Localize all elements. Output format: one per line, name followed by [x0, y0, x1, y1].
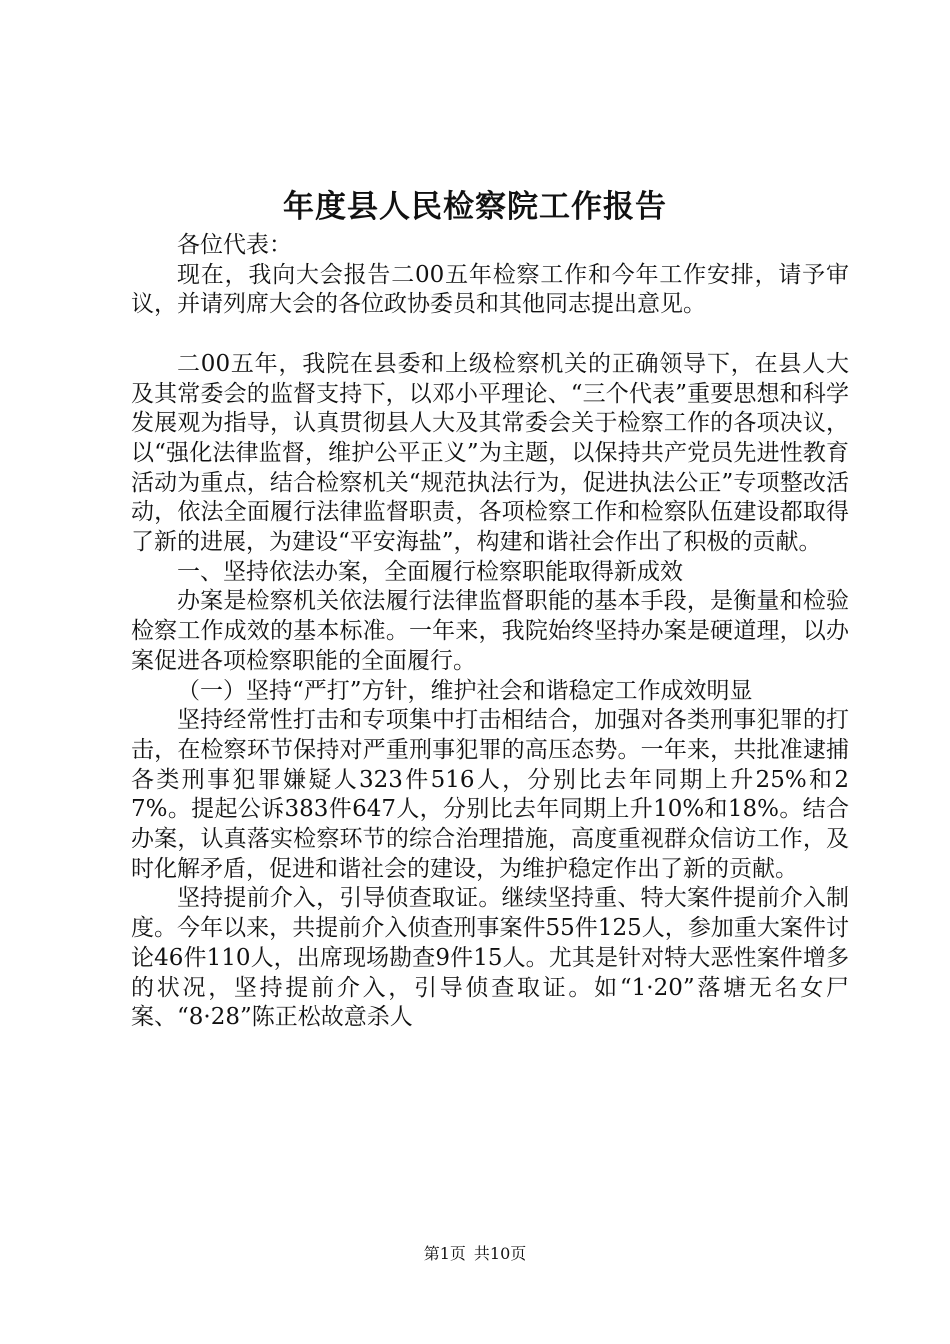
subsection-heading-1: （一）坚持“严打”方针，维护社会和谐稳定工作成效明显 — [177, 677, 753, 704]
salutation-paragraph: 各位代表： — [177, 232, 292, 258]
document-body — [131, 231, 849, 1033]
section-heading-1: 一、坚持依法办案，全面履行检察职能取得新成效 — [177, 558, 683, 585]
document-title: 年度县人民检察院工作报告 — [283, 189, 667, 225]
intro-paragraph: 现在，我向大会报告二00五年检察工作和今年工作安排，请予审议，并请列席大会的各位政协委员和其他同志提出意见。 — [131, 261, 849, 318]
page-total: 共10页 — [473, 1244, 527, 1263]
subsection-1-paragraph-2: 坚持提前介入，引导侦查取证。继续坚持重、特大案件提前介入制度。今年以来，共提前介入侦查刑事案件55件125人，参加重大案件讨论46件110人，出席现场勘查9件15人。尤其是针对特大恶性案件增多的状况，坚持提前介入，引导侦查取证。如“1·20”落塘无名女尸案、“8·28”陈正松故意杀人 — [131, 885, 849, 1031]
overview-paragraph: 二00五年，我院在县委和上级检察机关的正确领导下，在县人大及其常委会的监督支持下，以邓小平理论、“三个代表”重要思想和科学发展观为指导，认真贯彻县人大及其常委会关于检察工作的各项决议，以“强化法律监督，维护公平正义”为主题，以保持共产党员先进性教育活动为重点，结合检察机关“规范执法行为，促进执法公正”专项整改活动，依法全面履行法律监督职责，各项检察工作和检察队伍建设都取得了新的进展，为建设“平安海盐”，构建和谐社会作出了积极的贡献。 — [131, 350, 849, 556]
section-1-paragraph: 办案是检察机关依法履行法律监督职能的基本手段，是衡量和检验检察工作成效的基本标准。一年来，我院始终坚持办案是硬道理，以办案促进各项检察职能的全面履行。 — [131, 588, 849, 674]
subsection-1-paragraph-1: 坚持经常性打击和专项集中打击相结合，加强对各类刑事犯罪的打击，在检察环节保持对严重刑事犯罪的高压态势。一年来，共批准逮捕各类刑事犯罪嫌疑人323件516人，分别比去年同期上升25%和27%。提起公诉383件647人，分别比去年同期上升10%和18%。结合办案，认真落实检察环节的综合治理措施，高度重视群众信访工作，及时化解矛盾，促进和谐社会的建设，为维护稳定作出了新的贡献。 — [131, 707, 849, 882]
page-number: 第1页 — [423, 1244, 466, 1263]
page-footer — [0, 1243, 950, 1265]
